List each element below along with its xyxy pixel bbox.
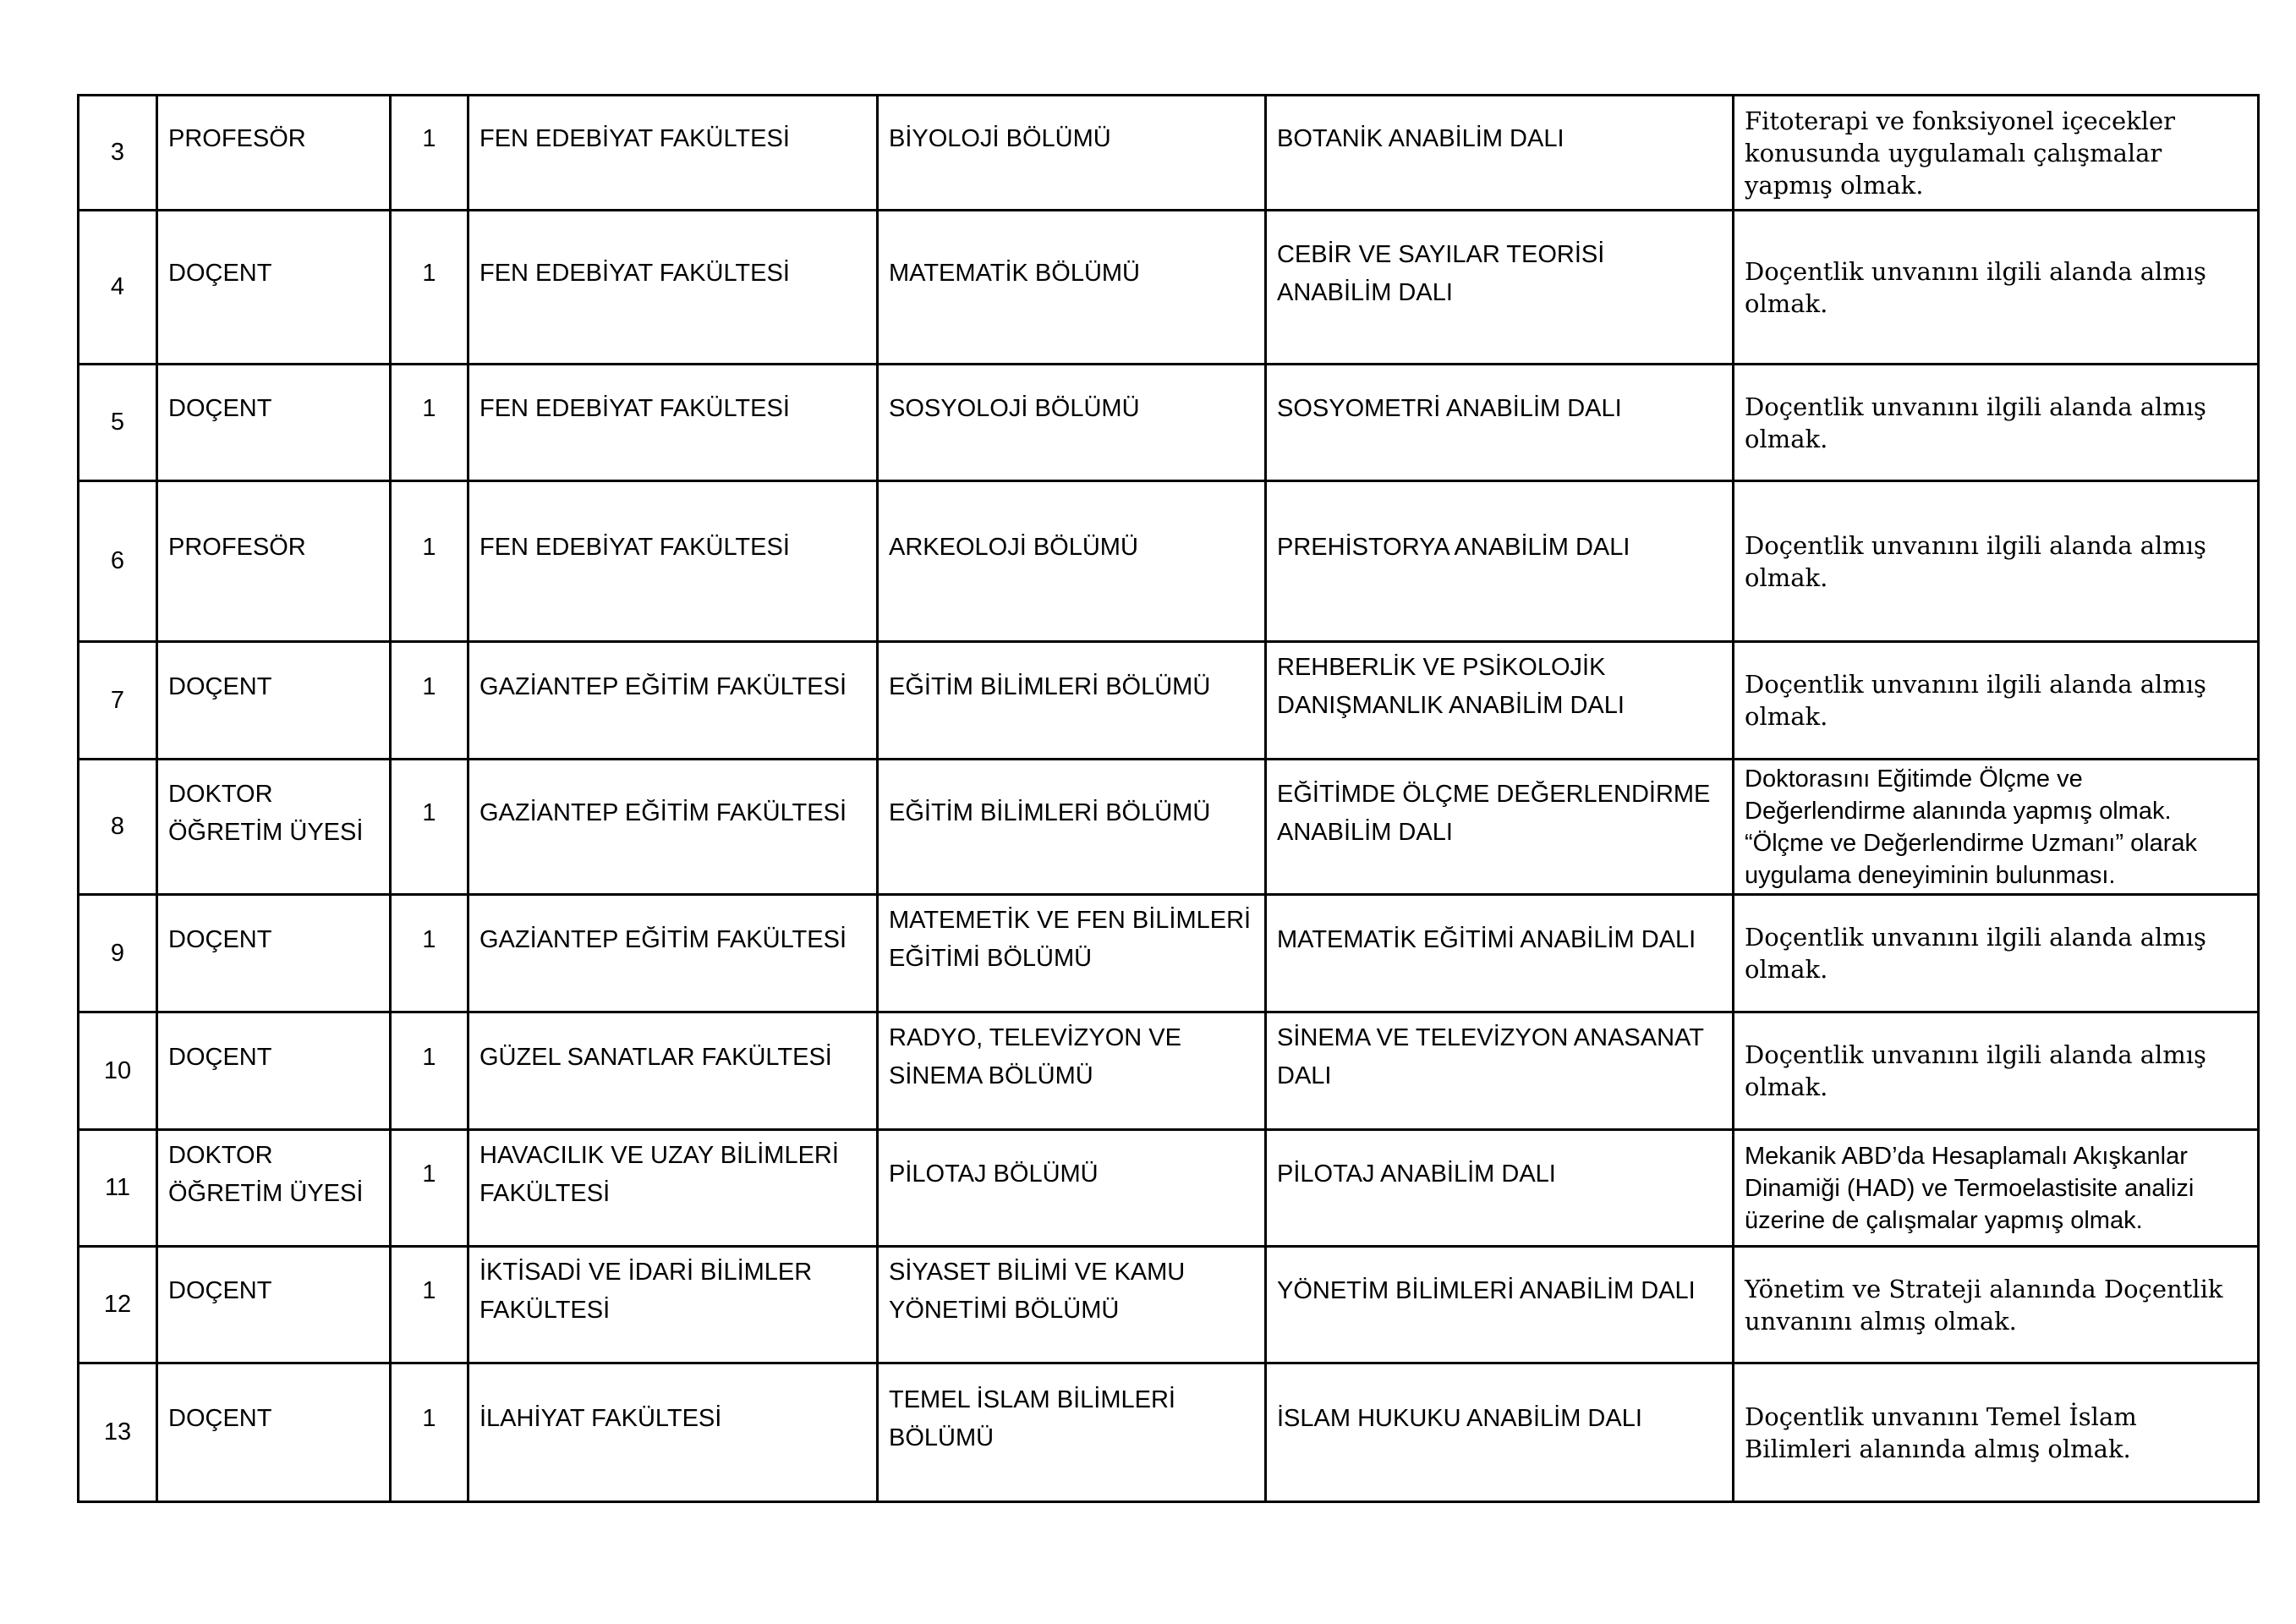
requirement-cell bbox=[1734, 1012, 2259, 1130]
division-cell bbox=[1266, 211, 1734, 365]
requirement-text: Doçentlik unvanını ilgili alanda almış olmak. bbox=[1745, 392, 2206, 453]
row-number-cell bbox=[79, 211, 157, 365]
position-count-cell bbox=[391, 1012, 469, 1130]
position-count-cell bbox=[391, 895, 469, 1012]
department-cell bbox=[878, 642, 1266, 760]
requirement-text: Doktorasını Eğitimde Ölçme ve Değerlendirme alanında yapmış olmak. “Ölçme ve Değerlendirme Uzmanı” olarak uygulama deneyiminin bulunması. bbox=[1745, 765, 2198, 889]
position-count-cell bbox=[391, 760, 469, 895]
requirement-text: Fitoterapi ve fonksiyonel içecekler konusunda uygulamalı çalışmalar yapmış olmak. bbox=[1745, 106, 2176, 200]
table-row bbox=[79, 1363, 2259, 1502]
faculty-text: İLAHİYAT FAKÜLTESİ bbox=[479, 1405, 722, 1432]
department-cell bbox=[878, 96, 1266, 211]
faculty-cell bbox=[469, 365, 878, 481]
requirement-cell bbox=[1734, 760, 2259, 895]
position-count-text: 1 bbox=[422, 672, 436, 700]
row-number-cell bbox=[79, 481, 157, 642]
faculty-cell bbox=[469, 1130, 878, 1247]
requirement-text: Doçentlik unvanını Temel İslam Bilimleri alanında almış olmak. bbox=[1745, 1402, 2137, 1463]
position-count-cell bbox=[391, 642, 469, 760]
division-text: REHBERLİK VE PSİKOLOJİK DANIŞMANLIK ANABİLİM DALI bbox=[1277, 654, 1625, 719]
academic-title-cell bbox=[157, 365, 391, 481]
faculty-cell bbox=[469, 1012, 878, 1130]
row-number-text: 11 bbox=[104, 1174, 131, 1201]
table-row bbox=[79, 1012, 2259, 1130]
department-text: ARKEOLOJİ BÖLÜMÜ bbox=[889, 534, 1138, 561]
division-cell bbox=[1266, 365, 1734, 481]
faculty-text: İKTİSADİ VE İDARİ BİLİMLER FAKÜLTESİ bbox=[479, 1258, 813, 1324]
position-count-text: 1 bbox=[422, 799, 436, 826]
academic-title-text: DOÇENT bbox=[168, 1405, 272, 1432]
requirement-cell bbox=[1734, 96, 2259, 211]
position-count-text: 1 bbox=[422, 260, 436, 287]
division-text: YÖNETİM BİLİMLERİ ANABİLİM DALI bbox=[1277, 1277, 1696, 1304]
academic-title-cell bbox=[157, 642, 391, 760]
academic-title-cell bbox=[157, 760, 391, 895]
position-count-cell bbox=[391, 1130, 469, 1247]
position-count-text: 1 bbox=[422, 1405, 436, 1432]
table-row bbox=[79, 1130, 2259, 1247]
faculty-cell bbox=[469, 96, 878, 211]
row-number-text: 7 bbox=[110, 686, 125, 714]
division-cell bbox=[1266, 1012, 1734, 1130]
academic-title-cell bbox=[157, 1012, 391, 1130]
row-number-text: 8 bbox=[110, 813, 125, 840]
department-cell bbox=[878, 895, 1266, 1012]
academic-title-text: DOÇENT bbox=[168, 925, 272, 953]
department-cell bbox=[878, 1130, 1266, 1247]
division-text: MATEMATİK EĞİTİMİ ANABİLİM DALI bbox=[1277, 925, 1696, 953]
requirement-cell bbox=[1734, 1247, 2259, 1363]
table-body bbox=[79, 96, 2259, 1502]
faculty-text: HAVACILIK VE UZAY BİLİMLERİ FAKÜLTESİ bbox=[479, 1141, 839, 1207]
academic-title-cell bbox=[157, 1247, 391, 1363]
table-row bbox=[79, 1247, 2259, 1363]
academic-title-text: DOÇENT bbox=[168, 1277, 272, 1304]
department-cell bbox=[878, 760, 1266, 895]
academic-title-cell bbox=[157, 211, 391, 365]
division-cell bbox=[1266, 481, 1734, 642]
academic-title-cell bbox=[157, 481, 391, 642]
faculty-text: FEN EDEBİYAT FAKÜLTESİ bbox=[479, 534, 790, 561]
department-text: MATEMETİK VE FEN BİLİMLERİ EĞİTİMİ BÖLÜMÜ bbox=[889, 907, 1252, 972]
department-text: TEMEL İSLAM BİLİMLERİ BÖLÜMÜ bbox=[889, 1385, 1175, 1451]
requirement-text: Doçentlik unvanını ilgili alanda almış olmak. bbox=[1745, 530, 2206, 592]
requirement-text: Mekanik ABD’da Hesaplamalı Akışkanlar Dinamiği (HAD) ve Termoelastisite analizi üzerine de çalışmalar yapmış olmak. bbox=[1745, 1142, 2195, 1234]
department-text: SOSYOLOJİ BÖLÜMÜ bbox=[889, 395, 1140, 422]
position-count-cell bbox=[391, 96, 469, 211]
position-count-text: 1 bbox=[422, 925, 436, 953]
department-text: SİYASET BİLİMİ VE KAMU YÖNETİMİ BÖLÜMÜ bbox=[889, 1258, 1186, 1324]
row-number-text: 9 bbox=[110, 939, 125, 967]
faculty-text: FEN EDEBİYAT FAKÜLTESİ bbox=[479, 395, 790, 422]
division-cell bbox=[1266, 760, 1734, 895]
requirement-text: Doçentlik unvanını ilgili alanda almış olmak. bbox=[1745, 256, 2206, 318]
position-count-text: 1 bbox=[422, 534, 436, 561]
academic-title-text: DOÇENT bbox=[168, 672, 272, 700]
department-text: MATEMATİK BÖLÜMÜ bbox=[889, 260, 1140, 287]
requirement-text: Doçentlik unvanını ilgili alanda almış olmak. bbox=[1745, 923, 2206, 984]
row-number-cell bbox=[79, 1130, 157, 1247]
academic-title-cell bbox=[157, 1363, 391, 1502]
faculty-cell bbox=[469, 211, 878, 365]
academic-title-text: PROFESÖR bbox=[168, 125, 306, 152]
requirement-text: Yönetim ve Strateji alanında Doçentlik unvanını almış olmak. bbox=[1745, 1274, 2223, 1336]
division-text: BOTANİK ANABİLİM DALI bbox=[1277, 125, 1564, 152]
academic-title-cell bbox=[157, 1130, 391, 1247]
department-cell bbox=[878, 1247, 1266, 1363]
position-count-cell bbox=[391, 365, 469, 481]
row-number-text: 13 bbox=[103, 1418, 132, 1446]
row-number-cell bbox=[79, 642, 157, 760]
department-text: EĞİTİM BİLİMLERİ BÖLÜMÜ bbox=[889, 799, 1211, 826]
academic-title-text: DOÇENT bbox=[168, 260, 272, 287]
position-count-text: 1 bbox=[422, 1160, 436, 1188]
academic-title-text: DOKTOR ÖĞRETİM ÜYESİ bbox=[168, 1141, 364, 1207]
division-cell bbox=[1266, 642, 1734, 760]
row-number-text: 3 bbox=[110, 139, 125, 166]
division-text: SOSYOMETRİ ANABİLİM DALI bbox=[1277, 395, 1622, 422]
faculty-cell bbox=[469, 642, 878, 760]
row-number-cell bbox=[79, 96, 157, 211]
row-number-text: 10 bbox=[103, 1056, 132, 1084]
row-number-cell bbox=[79, 1363, 157, 1502]
table-row bbox=[79, 481, 2259, 642]
faculty-text: GAZİANTEP EĞİTİM FAKÜLTESİ bbox=[479, 799, 847, 826]
department-text: BİYOLOJİ BÖLÜMÜ bbox=[889, 125, 1111, 152]
requirement-text: Doçentlik unvanını ilgili alanda almış olmak. bbox=[1745, 1040, 2206, 1101]
table-row bbox=[79, 895, 2259, 1012]
table-row bbox=[79, 211, 2259, 365]
department-cell bbox=[878, 481, 1266, 642]
row-number-cell bbox=[79, 895, 157, 1012]
row-number-text: 6 bbox=[110, 547, 125, 574]
academic-title-cell bbox=[157, 96, 391, 211]
division-text: PİLOTAJ ANABİLİM DALI bbox=[1277, 1160, 1556, 1188]
academic-title-cell bbox=[157, 895, 391, 1012]
faculty-cell bbox=[469, 1363, 878, 1502]
division-text: SİNEMA VE TELEVİZYON ANASANAT DALI bbox=[1277, 1024, 1704, 1089]
position-count-cell bbox=[391, 211, 469, 365]
academic-title-text: DOÇENT bbox=[168, 1043, 272, 1071]
position-count-cell bbox=[391, 1363, 469, 1502]
academic-title-text: PROFESÖR bbox=[168, 534, 306, 561]
department-cell bbox=[878, 1012, 1266, 1130]
faculty-text: GAZİANTEP EĞİTİM FAKÜLTESİ bbox=[479, 925, 847, 953]
row-number-cell bbox=[79, 1012, 157, 1130]
table-row bbox=[79, 365, 2259, 481]
department-text: PİLOTAJ BÖLÜMÜ bbox=[889, 1160, 1099, 1188]
position-count-cell bbox=[391, 481, 469, 642]
academic-title-text: DOÇENT bbox=[168, 395, 272, 422]
requirement-cell bbox=[1734, 895, 2259, 1012]
position-count-cell bbox=[391, 1247, 469, 1363]
department-cell bbox=[878, 211, 1266, 365]
requirement-cell bbox=[1734, 1130, 2259, 1247]
division-cell bbox=[1266, 895, 1734, 1012]
row-number-text: 5 bbox=[110, 409, 125, 436]
requirement-cell bbox=[1734, 365, 2259, 481]
division-cell bbox=[1266, 96, 1734, 211]
requirement-cell bbox=[1734, 211, 2259, 365]
division-cell bbox=[1266, 1247, 1734, 1363]
requirement-text: Doçentlik unvanını ilgili alanda almış olmak. bbox=[1745, 670, 2206, 731]
faculty-cell bbox=[469, 760, 878, 895]
positions-table bbox=[77, 94, 2260, 1503]
table-row bbox=[79, 96, 2259, 211]
faculty-text: GAZİANTEP EĞİTİM FAKÜLTESİ bbox=[479, 672, 847, 700]
row-number-cell bbox=[79, 365, 157, 481]
division-text: İSLAM HUKUKU ANABİLİM DALI bbox=[1277, 1405, 1642, 1432]
division-cell bbox=[1266, 1130, 1734, 1247]
table-row bbox=[79, 642, 2259, 760]
division-text: EĞİTİMDE ÖLÇME DEĞERLENDİRME ANABİLİM DALI bbox=[1277, 780, 1711, 846]
academic-title-text: DOKTOR ÖĞRETİM ÜYESİ bbox=[168, 780, 364, 846]
table-row bbox=[79, 760, 2259, 895]
department-cell bbox=[878, 365, 1266, 481]
position-count-text: 1 bbox=[422, 1277, 436, 1304]
division-cell bbox=[1266, 1363, 1734, 1502]
requirement-cell bbox=[1734, 1363, 2259, 1502]
requirement-cell bbox=[1734, 642, 2259, 760]
division-text: PREHİSTORYA ANABİLİM DALI bbox=[1277, 534, 1630, 561]
faculty-text: FEN EDEBİYAT FAKÜLTESİ bbox=[479, 125, 790, 152]
row-number-cell bbox=[79, 1247, 157, 1363]
department-text: EĞİTİM BİLİMLERİ BÖLÜMÜ bbox=[889, 672, 1211, 700]
row-number-text: 4 bbox=[110, 273, 125, 300]
department-cell bbox=[878, 1363, 1266, 1502]
row-number-text: 12 bbox=[103, 1291, 132, 1318]
faculty-cell bbox=[469, 895, 878, 1012]
faculty-cell bbox=[469, 1247, 878, 1363]
position-count-text: 1 bbox=[422, 395, 436, 422]
department-text: RADYO, TELEVİZYON VE SİNEMA BÖLÜMÜ bbox=[889, 1024, 1181, 1089]
faculty-cell bbox=[469, 481, 878, 642]
faculty-text: FEN EDEBİYAT FAKÜLTESİ bbox=[479, 260, 790, 287]
position-count-text: 1 bbox=[422, 1043, 436, 1071]
faculty-text: GÜZEL SANATLAR FAKÜLTESİ bbox=[479, 1043, 832, 1071]
requirement-cell bbox=[1734, 481, 2259, 642]
position-count-text: 1 bbox=[422, 125, 436, 152]
row-number-cell bbox=[79, 760, 157, 895]
division-text: CEBİR VE SAYILAR TEORİSİ ANABİLİM DALI bbox=[1277, 240, 1605, 306]
